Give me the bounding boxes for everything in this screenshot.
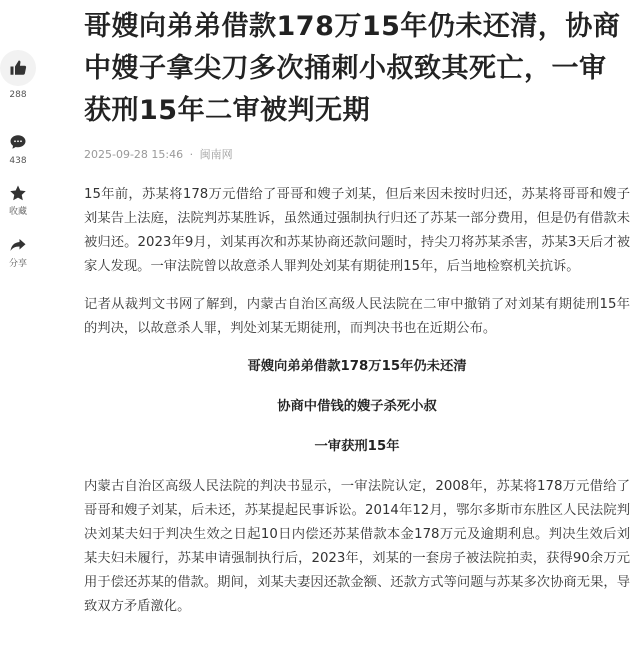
paragraph-2: 记者从裁判文书网了解到，内蒙古自治区高级人民法院在二审中撤销了对刘某有期徒刑15年的判决，以故意杀人罪，判处刘某无期徒刑，而判决书也在近期公布。 [84,297,630,336]
article-meta [84,146,630,162]
like-button[interactable] [0,50,36,100]
paragraph-3: 内蒙古自治区高级人民法院的判决书显示，一审法院认定，2008年，苏某将178万元借给了哥哥和嫂子刘某，后未还，苏某提起民事诉讼。2014年12月，鄂尔多斯市东胜区人民法院判决刘某夫妇于判决生效之日起10日内偿还苏某借款本金178万元及逾期利息。判决生效后刘某夫妇未履行，苏某申请强制执行后，2023年，刘某的一套房子被法院拍卖，获得90余万元用于偿还苏某的借款。期间，刘某夫妻因还款金额、还款方式等问题与苏某多次协商无果，导致双方矛盾激化。 [84,479,630,614]
action-sidebar [0,0,40,653]
subheading-2: 协商中借钱的嫂子杀死小叔 [277,399,437,414]
favorite-label: 收藏 [8,207,27,217]
comment-icon [9,133,27,151]
share-label: 分享 [8,259,27,269]
favorite-button[interactable] [0,183,36,217]
article [84,0,630,619]
paragraph-1: 15年前，苏某将178万元借给了哥哥和嫂子刘某，但后来因未按时归还，苏某将哥哥和嫂子刘某告上法庭，法院判苏某胜诉，虽然通过强制执行归还了苏某一部分费用，但是仍有借款未被归还。2023年9月，刘某再次和苏某协商还款问题时，持尖刀将苏某杀害，苏某3天后才被家人发现。一审法院曾以故意杀人罪判处刘某有期徒刑15年，后当地检察机关抗诉。 [84,187,630,274]
publish-date: 2025-09-28 15:46 [84,148,184,161]
meta-separator: · [189,148,194,161]
article-title: 哥嫂向弟弟借款178万15年仍未还清，协商中嫂子拿尖刀多次捅刺小叔致其死亡，一审获刑15年二审被判无期 [84,11,621,126]
thumbs-up-icon [9,59,27,77]
article-source: 闽南网 [199,148,233,161]
star-icon [9,184,27,202]
comment-count: 438 [9,156,27,166]
like-count: 288 [9,90,27,100]
subheading-1: 哥嫂向弟弟借款178万15年仍未还清 [247,359,467,374]
share-icon [9,236,27,254]
comment-button[interactable] [0,132,36,166]
subheading-3: 一审获刑15年 [314,439,400,454]
like-circle [0,50,36,86]
share-button[interactable] [0,235,36,269]
